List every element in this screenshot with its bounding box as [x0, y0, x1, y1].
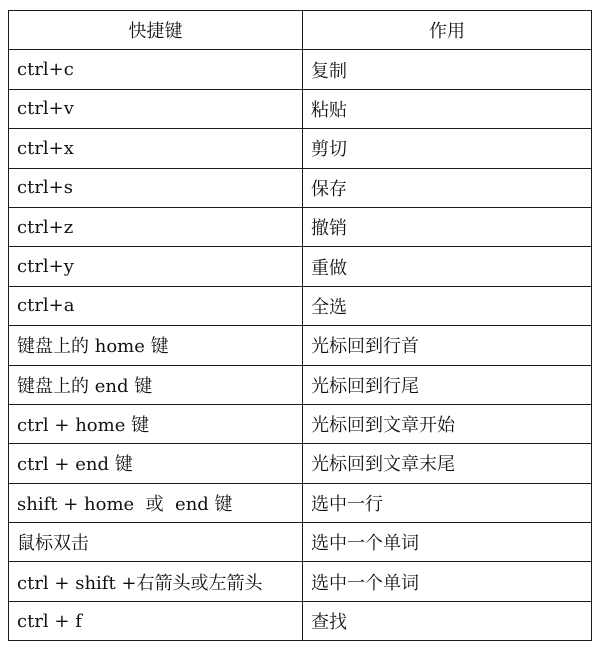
action-cell: 光标回到行尾: [303, 365, 592, 404]
action-cell: 光标回到文章末尾: [303, 444, 592, 483]
action-cell: 光标回到行首: [303, 326, 592, 365]
table-row: [9, 286, 592, 325]
action-cell: 查找: [303, 601, 592, 640]
shortcut-cell: ctrl+y: [9, 247, 303, 286]
shortcut-cell: ctrl + shift +右箭头或左箭头: [9, 562, 303, 601]
shortcut-cell: ctrl+s: [9, 168, 303, 207]
action-cell: 选中一个单词: [303, 562, 592, 601]
table-row: [9, 444, 592, 483]
action-cell: 选中一行: [303, 483, 592, 522]
action-cell: 光标回到文章开始: [303, 404, 592, 443]
action-cell: 重做: [303, 247, 592, 286]
shortcut-cell: ctrl+x: [9, 129, 303, 168]
action-cell: 撤销: [303, 207, 592, 246]
shortcut-cell: ctrl+z: [9, 207, 303, 246]
table-row: [9, 601, 592, 640]
shortcut-cell: ctrl+a: [9, 286, 303, 325]
shortcut-cell: 键盘上的 home 键: [9, 326, 303, 365]
shortcut-cell: 键盘上的 end 键: [9, 365, 303, 404]
shortcut-cell: ctrl + home 键: [9, 404, 303, 443]
table-row: [9, 168, 592, 207]
action-cell: 粘贴: [303, 89, 592, 128]
table-row: [9, 129, 592, 168]
shortcut-cell: ctrl + f: [9, 601, 303, 640]
table-row: [9, 523, 592, 562]
shortcut-cell: 鼠标双击: [9, 523, 303, 562]
table-row: [9, 404, 592, 443]
action-cell: 复制: [303, 50, 592, 89]
table-row: [9, 562, 592, 601]
table-row: [9, 483, 592, 522]
action-cell: 剪切: [303, 129, 592, 168]
action-cell: 保存: [303, 168, 592, 207]
shortcut-cell: shift + home 或 end 键: [9, 483, 303, 522]
shortcut-table: [8, 10, 592, 641]
shortcut-cell: ctrl+c: [9, 50, 303, 89]
header-action: 作用: [303, 11, 592, 50]
action-cell: 选中一个单词: [303, 523, 592, 562]
table-row: [9, 247, 592, 286]
table-row: [9, 89, 592, 128]
table-header-row: [9, 11, 592, 50]
header-shortcut: 快捷键: [9, 11, 303, 50]
table-row: [9, 50, 592, 89]
table-row: [9, 326, 592, 365]
table-row: [9, 207, 592, 246]
shortcut-cell: ctrl+v: [9, 89, 303, 128]
shortcut-cell: ctrl + end 键: [9, 444, 303, 483]
action-cell: 全选: [303, 286, 592, 325]
table-row: [9, 365, 592, 404]
